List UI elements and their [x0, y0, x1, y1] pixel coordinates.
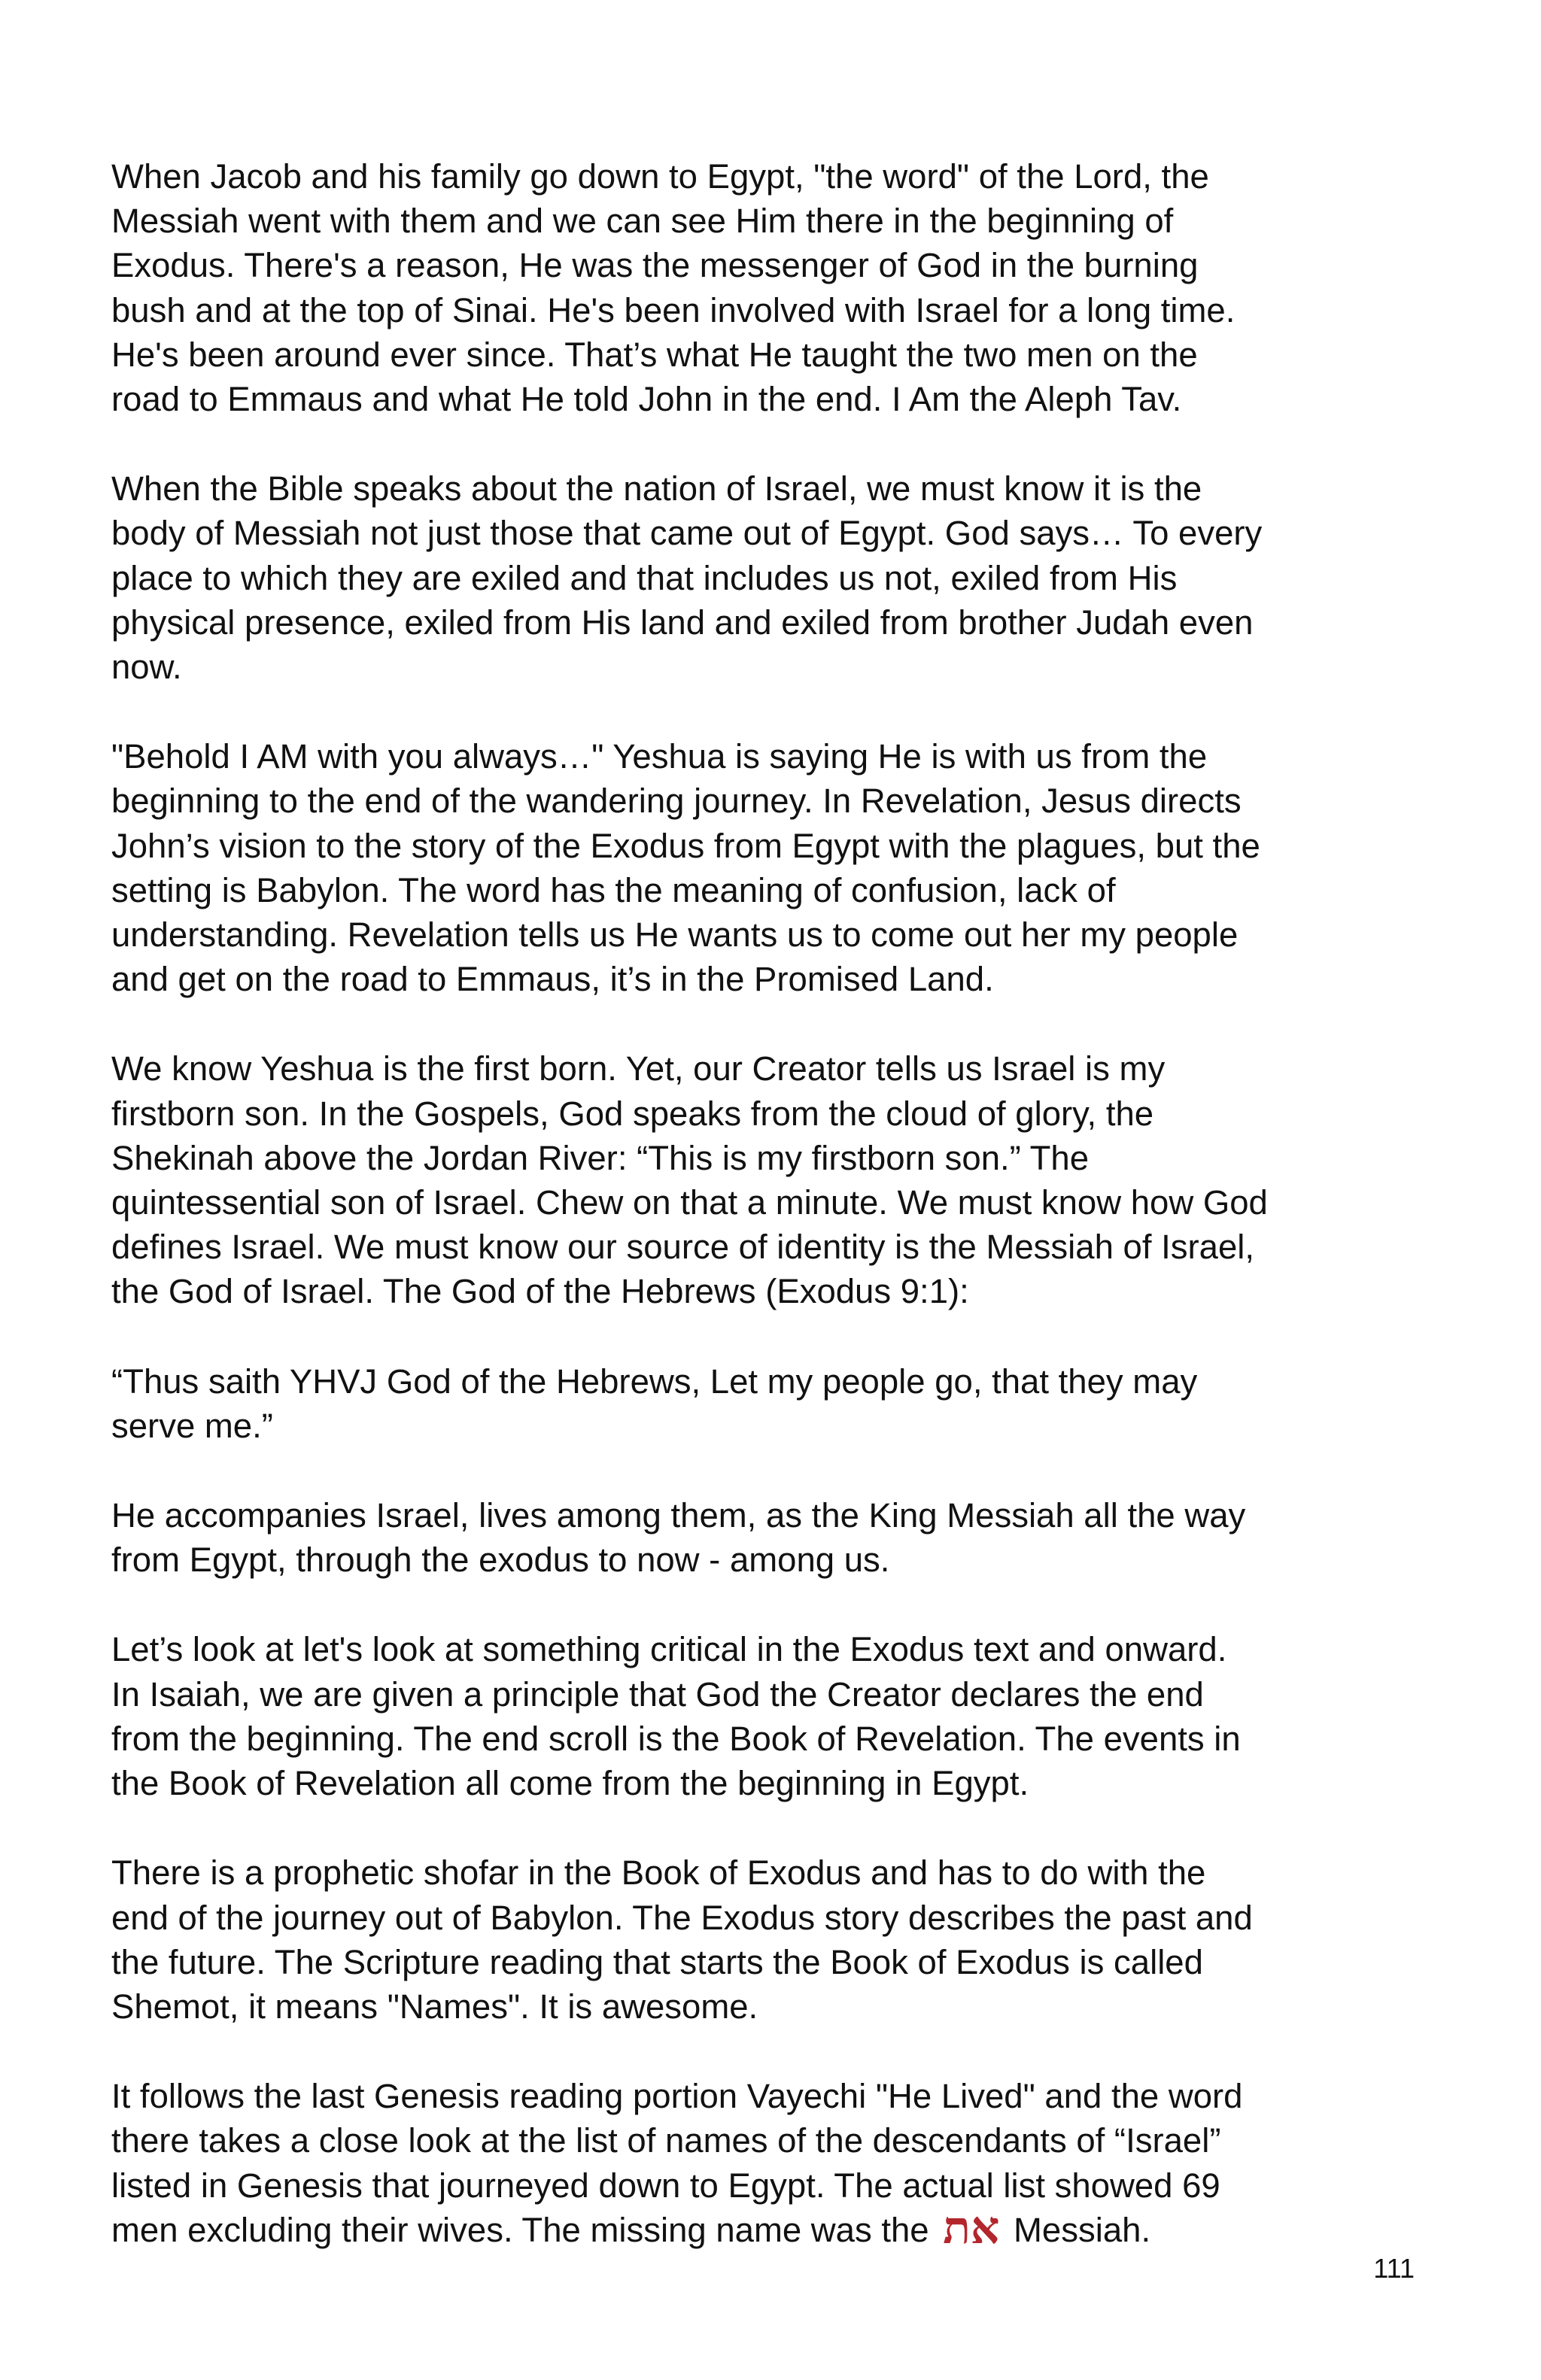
document-page: [111, 154, 1436, 2297]
page-number: 111: [1373, 2253, 1415, 2284]
last-paragraph-ending: Messiah.: [1004, 2210, 1151, 2249]
paragraph: We know Yeshua is the first born. Yet, our Creator tells us Israel is my firstborn son. In the Gospels, God speaks from the cloud of glory, the Shekinah above the Jordan River: “This is my firstborn son.” The quintessential son of Israel. Chew on that a minute. We must know how God defines Israel. We must know our source of identity is the Messiah of Israel, the God of Israel. The God of the Hebrews (Exodus 9:1):: [111, 1049, 1268, 1311]
paragraph: Let’s look at let's look at something critical in the Exodus text and onward. In Isaiah, we are given a principle that God the Creator declares the end from the beginning. The end scroll is the Book of Revelation. The events in the Book of Revelation all come from the beginning in Egypt.: [111, 1630, 1241, 1803]
paragraph: There is a prophetic shofar in the Book of Exodus and has to do with the end of the journey out of Babylon. The Exodus story describes the past and the future. The Scripture reading that starts the Book of Exodus is called Shemot, it means "Names". It is awesome.: [111, 1853, 1253, 2026]
paragraph: When the Bible speaks about the nation of Israel, we must know it is the body of Messiah not just those that came out of Egypt. God says… To every place to which they are exiled and that includes us not, exiled from His physical presence, exiled from His land and exiled from brother Judah even now.: [111, 469, 1263, 687]
quote-paragraph: “Thus saith YHVJ God of the Hebrews, Let my people go, that they may serve me.”: [111, 1362, 1198, 1445]
aleph-tav-symbol: את: [943, 2201, 1000, 2254]
paragraph: He accompanies Israel, lives among them, as the King Messiah all the way from Egypt, through the exodus to now - among us.: [111, 1496, 1246, 1580]
last-paragraph-text: It follows the last Genesis reading portion Vayechi "He Lived" and the word there takes a close look at the list of names of the descendants of “Israel” listed in Genesis that journeyed down to Egypt. The actual list showed 69 men excluding their wives. The missing name was the: [111, 2077, 1243, 2249]
last-paragraph: [111, 2074, 1436, 2252]
paragraph: When Jacob and his family go down to Egypt, "the word" of the Lord, the Messiah went with them and we can see Him there in the beginning of Exodus. There's a reason, He was the messenger of God in the burning bush and at the top of Sinai. He's been involved with Israel for a long time. He's been around ever since. That’s what He taught the two men on the road to Emmaus and what He told John in the end. I Am the Aleph Tav.: [111, 157, 1236, 419]
paragraph: "Behold I AM with you always…" Yeshua is saying He is with us from the beginning to the end of the wandering journey. In Revelation, Jesus directs John’s vision to the story of the Exodus from Egypt with the plagues, but the setting is Babylon. The word has the meaning of confusion, lack of understanding. Revelation tells us He wants us to come out her my people and get on the road to Emmaus, it’s in the Promised Land.: [111, 737, 1260, 999]
